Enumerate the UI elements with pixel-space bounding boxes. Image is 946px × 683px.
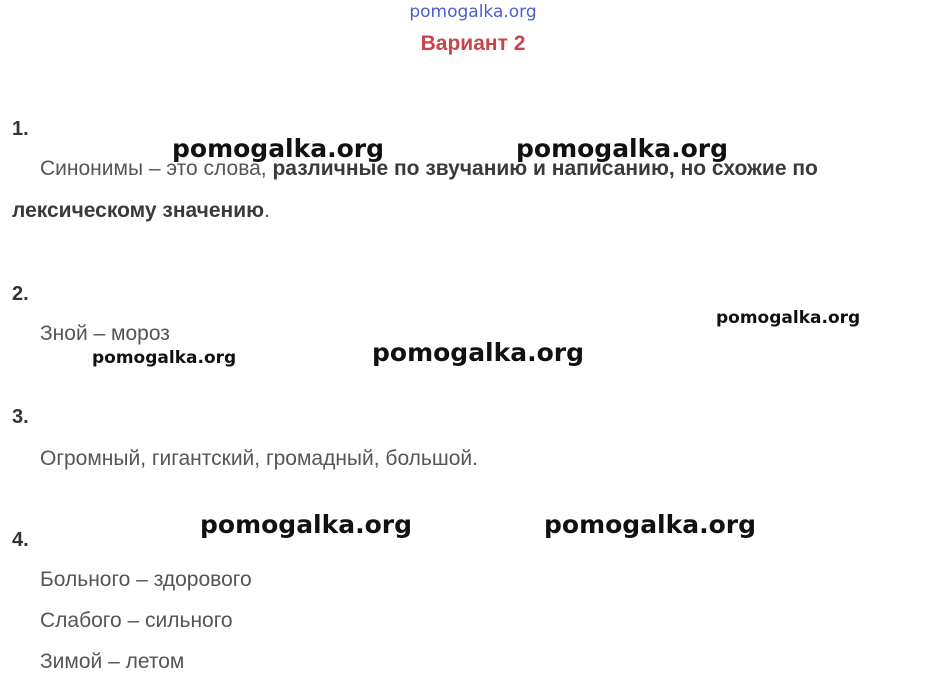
question-number-2: 2. — [12, 283, 29, 305]
answer-1-period: . — [264, 199, 270, 222]
question-number-3: 3. — [12, 406, 29, 428]
answer-4-item: Больного – здорового — [40, 568, 252, 591]
answer-4-item: Слабого – сильного — [40, 609, 233, 632]
answer-1-bold-text: различные по звучанию и написанию, но схожие по — [272, 157, 818, 180]
watermark: pomogalka.org — [200, 510, 413, 539]
site-header-link[interactable]: pomogalka.org — [409, 2, 537, 22]
question-number-1: 1. — [12, 118, 29, 140]
watermark: pomogalka.org — [92, 348, 237, 368]
variant-title: Вариант 2 — [420, 32, 526, 55]
watermark: pomogalka.org — [716, 308, 861, 328]
answer-3: Огромный, гигантский, громадный, большой. — [40, 447, 478, 470]
watermark: pomogalka.org — [372, 338, 585, 367]
watermark: pomogalka.org — [516, 134, 729, 163]
watermark: pomogalka.org — [544, 510, 757, 539]
answer-1-plain-text: Синонимы – это слова, — [40, 157, 273, 180]
answer-4-item: Зимой – летом — [40, 650, 185, 673]
question-number-4: 4. — [12, 529, 29, 551]
answer-1-bold-continuation: лексическому значению — [12, 199, 265, 222]
watermark: pomogalka.org — [172, 134, 385, 163]
answer-2: Зной – мороз — [40, 322, 170, 345]
answer-1-line-2 — [12, 199, 270, 223]
